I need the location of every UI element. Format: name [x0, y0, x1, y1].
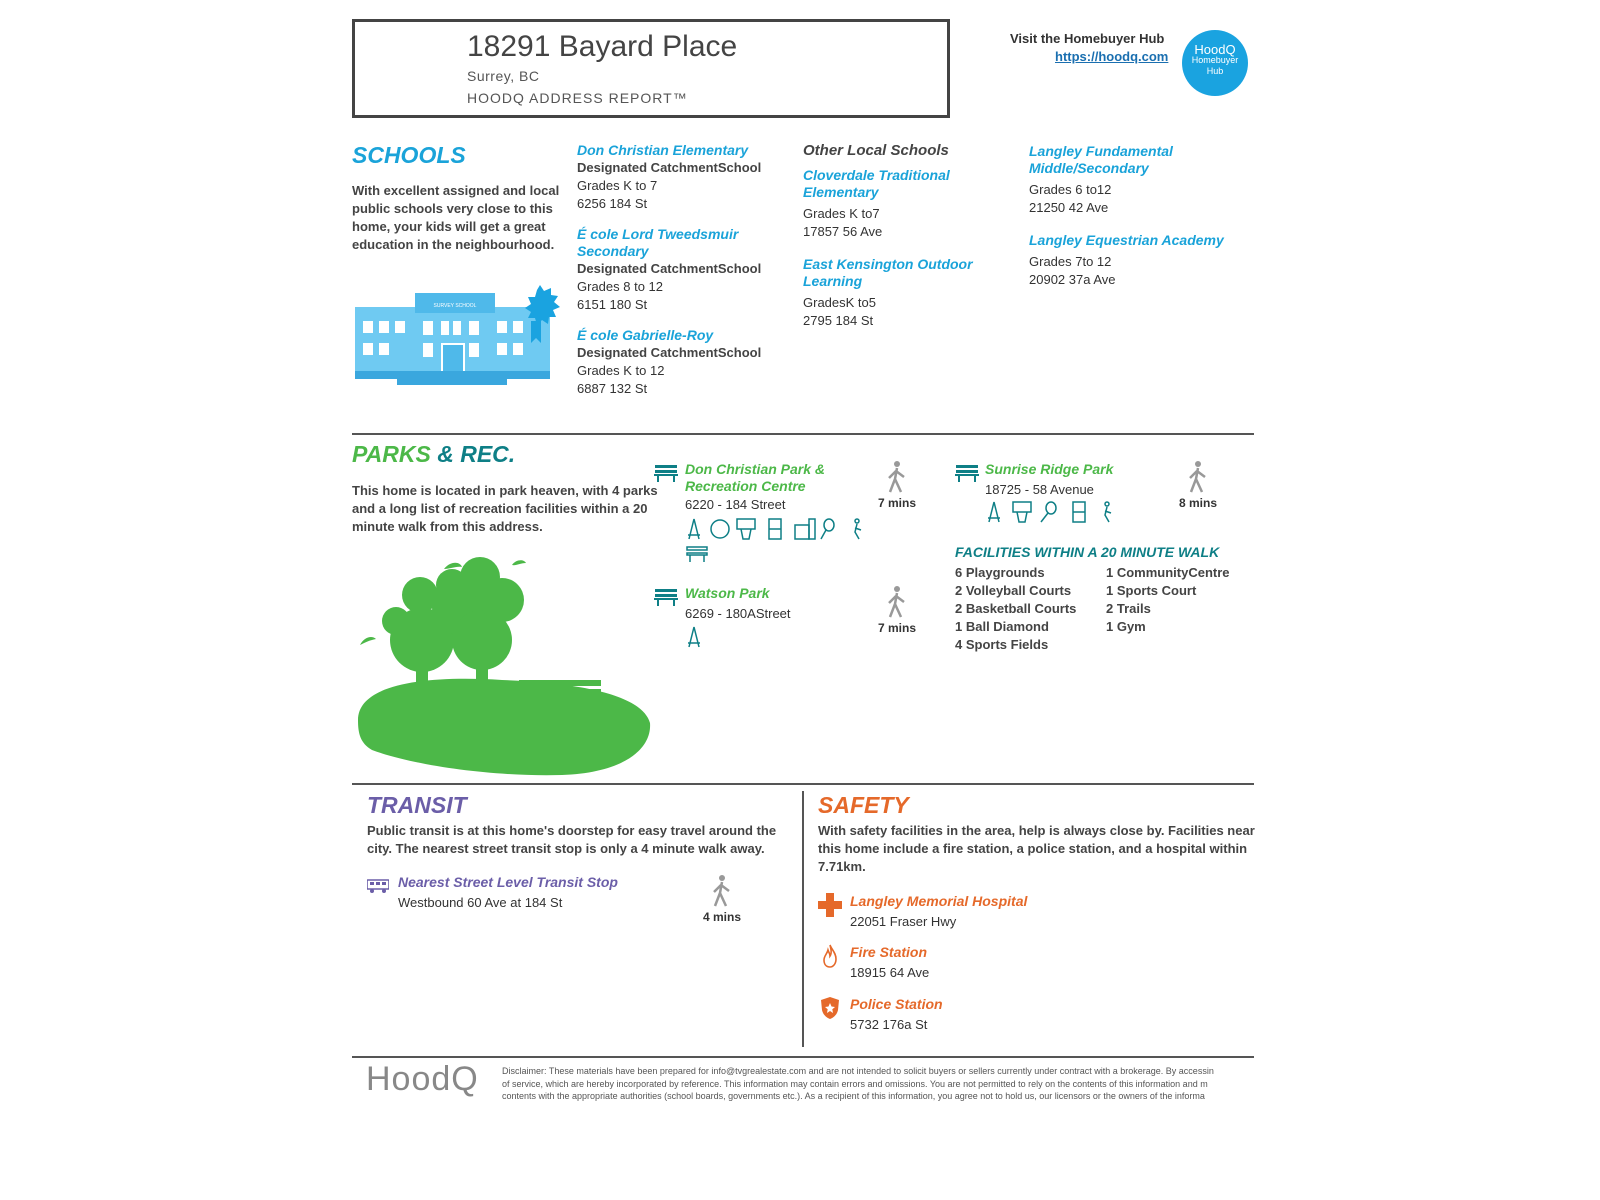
park-entry: [685, 585, 855, 623]
facility-item: 6 Playgrounds: [955, 565, 1045, 580]
facility-item: 1 CommunityCentre: [1106, 565, 1230, 580]
school-entry: [577, 142, 777, 213]
park-name[interactable]: Don Christian Park & Recreation Centre: [685, 461, 826, 494]
parks-title-a: PARKS: [352, 441, 431, 467]
transit-title: TRANSIT: [367, 792, 467, 818]
walk-time: [872, 460, 922, 510]
badge-line-2: Homebuyer: [1191, 55, 1239, 65]
walk-time-label: 4 mins: [702, 910, 741, 924]
park-address: 6220 - 184 Street: [685, 497, 786, 512]
school-grades: Grades 8 to 12: [577, 279, 663, 294]
park-name[interactable]: Sunrise Ridge Park: [985, 461, 1114, 477]
school-address: 2795 184 St: [803, 313, 874, 328]
safety-item-address: 18915 64 Ave: [850, 965, 930, 980]
school-address: 17857 56 Ave: [803, 224, 883, 239]
school-address: 6256 184 St: [577, 196, 648, 211]
basketball-icon: [1013, 502, 1031, 522]
school-name[interactable]: Cloverdale Traditional Elementary: [803, 167, 950, 200]
walking-person-icon: [1187, 460, 1209, 494]
school-designation: Designated CatchmentSchool: [577, 345, 762, 360]
facility-item: 1 Ball Diamond: [955, 619, 1049, 634]
walking-person-icon: [886, 460, 908, 494]
disclaimer-line: contents with the appropriate authorities (school boards, governments etc.). As a recipient of this information, you agree not to hold us, our licensors or the owners of the informa: [502, 1091, 1205, 1101]
playground-icon: [688, 519, 700, 539]
transit-stop-label[interactable]: Nearest Street Level Transit Stop: [398, 874, 618, 890]
community-centre-icon: [795, 519, 815, 539]
safety-item: [850, 944, 1110, 982]
school-address: 21250 42 Ave: [1029, 200, 1109, 215]
facilities-column-1: [955, 564, 1100, 654]
other-schools-column-2: [1029, 143, 1239, 289]
park-address: 18725 - 58 Avenue: [985, 482, 1094, 497]
park-entry: [985, 461, 1155, 499]
tennis-icon: [821, 519, 834, 539]
bench-icon: [654, 464, 678, 482]
transit-stop-name: Westbound 60 Ave at 184 St: [398, 895, 563, 910]
school-entry: [577, 327, 777, 398]
parks-title: [352, 441, 515, 468]
school-name[interactable]: Don Christian Elementary: [577, 142, 749, 158]
column-divider: [802, 791, 804, 1047]
school-building-icon: [355, 285, 570, 390]
walk-time: [1173, 460, 1223, 510]
park-name[interactable]: Watson Park: [685, 585, 770, 601]
trail-icon: [1105, 502, 1111, 522]
safety-item-address: 22051 Fraser Hwy: [850, 914, 957, 929]
park-amenity-icons: [685, 517, 875, 563]
transit-description: Public transit is at this home's doorstep for easy travel around the city. The nearest street transit stop is only a 4 minute walk away.: [367, 823, 777, 856]
hospital-cross-icon: [818, 893, 842, 917]
school-entry: [577, 226, 777, 314]
playground-icon: [988, 502, 1000, 522]
school-entry: [1029, 143, 1239, 217]
school-name[interactable]: É cole Lord Tweedsmuir Secondary: [577, 226, 739, 259]
park-amenity-icons: [985, 500, 1135, 524]
safety-item: [850, 996, 1110, 1034]
school-entry: [1029, 232, 1239, 289]
disclaimer-line: of service, which are hereby incorporated by reference. This information may contain errors and omissions. You are not permitted to rely on the contents of this information and m: [502, 1078, 1208, 1089]
school-address: 6151 180 St: [577, 297, 648, 312]
facility-item: 4 Sports Fields: [955, 637, 1049, 652]
park-tree-bench-icon: [352, 555, 652, 777]
hub-link[interactable]: https://hoodq.com: [1055, 49, 1169, 64]
school-address: 6887 132 St: [577, 381, 648, 396]
walk-time: [872, 585, 922, 635]
flame-icon: [822, 944, 838, 968]
school-entry: [803, 256, 993, 330]
school-grades: GradesK to5: [803, 295, 876, 310]
park-address: 6269 - 180AStreet: [685, 606, 791, 621]
disclaimer-line: Disclaimer: These materials have been prepared for info@tvgrealestate.com and are not intended to solicit buyers or sellers currently under contract with a brokerage. By accessin: [502, 1066, 1214, 1076]
park-entry: [685, 461, 855, 514]
school-grades: Grades 6 to12: [1029, 182, 1112, 197]
basketball-icon: [737, 519, 755, 539]
other-schools-heading: Other Local Schools: [803, 142, 949, 159]
facility-item: 2 Trails: [1106, 601, 1151, 616]
safety-description: With safety facilities in the area, help is always close by. Facilities near this home include a fire station, a police station, and a hospital within 7.71km.: [818, 823, 1255, 874]
school-address: 20902 37a Ave: [1029, 272, 1116, 287]
safety-item-name[interactable]: Fire Station: [850, 944, 928, 960]
school-name[interactable]: East Kensington Outdoor Learning: [803, 256, 973, 289]
schools-title: SCHOOLS: [352, 142, 466, 168]
school-name[interactable]: Langley Equestrian Academy: [1029, 232, 1224, 248]
badge-line-1: HoodQ: [1194, 42, 1236, 57]
school-grades: Grades K to 12: [577, 363, 665, 378]
hub-label: Visit the Homebuyer Hub: [1010, 31, 1165, 46]
walk-time-label: 7 mins: [877, 496, 916, 510]
school-designation: Designated CatchmentSchool: [577, 160, 762, 175]
school-designation: Designated CatchmentSchool: [577, 261, 762, 276]
safety-item-name[interactable]: Langley Memorial Hospital: [850, 893, 1028, 909]
school-grades: Grades 7to 12: [1029, 254, 1112, 269]
bus-icon: [367, 879, 389, 893]
badge-line-3: Hub: [1206, 66, 1224, 76]
bench-small-icon: [687, 547, 707, 562]
playground-icon: [685, 625, 705, 649]
facility-item: 2 Volleyball Courts: [955, 583, 1072, 598]
section-divider: [352, 783, 1254, 785]
footer-divider: [352, 1056, 1254, 1058]
school-name[interactable]: Langley Fundamental Middle/Secondary: [1029, 143, 1173, 176]
school-entry: [803, 167, 993, 241]
hoodq-logo: HoodQ: [366, 1060, 479, 1098]
catchment-schools: [577, 142, 777, 398]
safety-item-name[interactable]: Police Station: [850, 996, 943, 1012]
tennis-icon: [1041, 502, 1056, 522]
homebuyer-hub-badge[interactable]: [1182, 30, 1248, 96]
school-name[interactable]: É cole Gabrielle-Roy: [577, 327, 714, 343]
police-badge-icon: [820, 996, 840, 1020]
trail-icon: [855, 519, 861, 539]
disclaimer: [502, 1065, 1270, 1105]
facility-item: 1 Gym: [1106, 619, 1146, 634]
other-schools-column-1: [803, 142, 993, 330]
transit-stop: [398, 874, 658, 912]
bench-icon: [654, 588, 678, 606]
report-label: HOODQ ADDRESS REPORT™: [467, 90, 688, 106]
parks-title-b: & REC.: [437, 441, 516, 467]
walking-person-icon: [711, 874, 733, 908]
volleyball-icon: [711, 520, 729, 538]
walk-time-label: 7 mins: [877, 621, 916, 635]
address-city: Surrey, BC: [467, 68, 540, 84]
schools-description: With excellent assigned and local public schools very close to this home, your kids will get a great education in the neighbourhood.: [352, 183, 560, 252]
school-grades: Grades K to 7: [577, 178, 658, 193]
walking-person-icon: [886, 585, 908, 619]
facilities-column-2: [1106, 564, 1256, 636]
section-divider: [352, 433, 1254, 435]
safety-item: [850, 893, 1110, 931]
safety-title: SAFETY: [818, 792, 909, 818]
walk-time: [697, 874, 747, 924]
bench-icon: [955, 464, 979, 482]
sports-field-icon: [769, 519, 781, 539]
facilities-heading: FACILITIES WITHIN A 20 MINUTE WALK: [955, 544, 1220, 560]
school-sign: SURVEY SCHOOL: [433, 303, 477, 309]
safety-item-address: 5732 176a St: [850, 1017, 928, 1032]
walk-time-label: 8 mins: [1178, 496, 1217, 510]
sports-field-icon: [1073, 502, 1085, 522]
facility-item: 1 Sports Court: [1106, 583, 1197, 598]
school-grades: Grades K to7: [803, 206, 880, 221]
address-title: 18291 Bayard Place: [467, 30, 738, 63]
parks-description: This home is located in park heaven, with 4 parks and a long list of recreation facilities within a 20 minute walk from this address.: [352, 483, 658, 534]
facility-item: 2 Basketball Courts: [955, 601, 1077, 616]
